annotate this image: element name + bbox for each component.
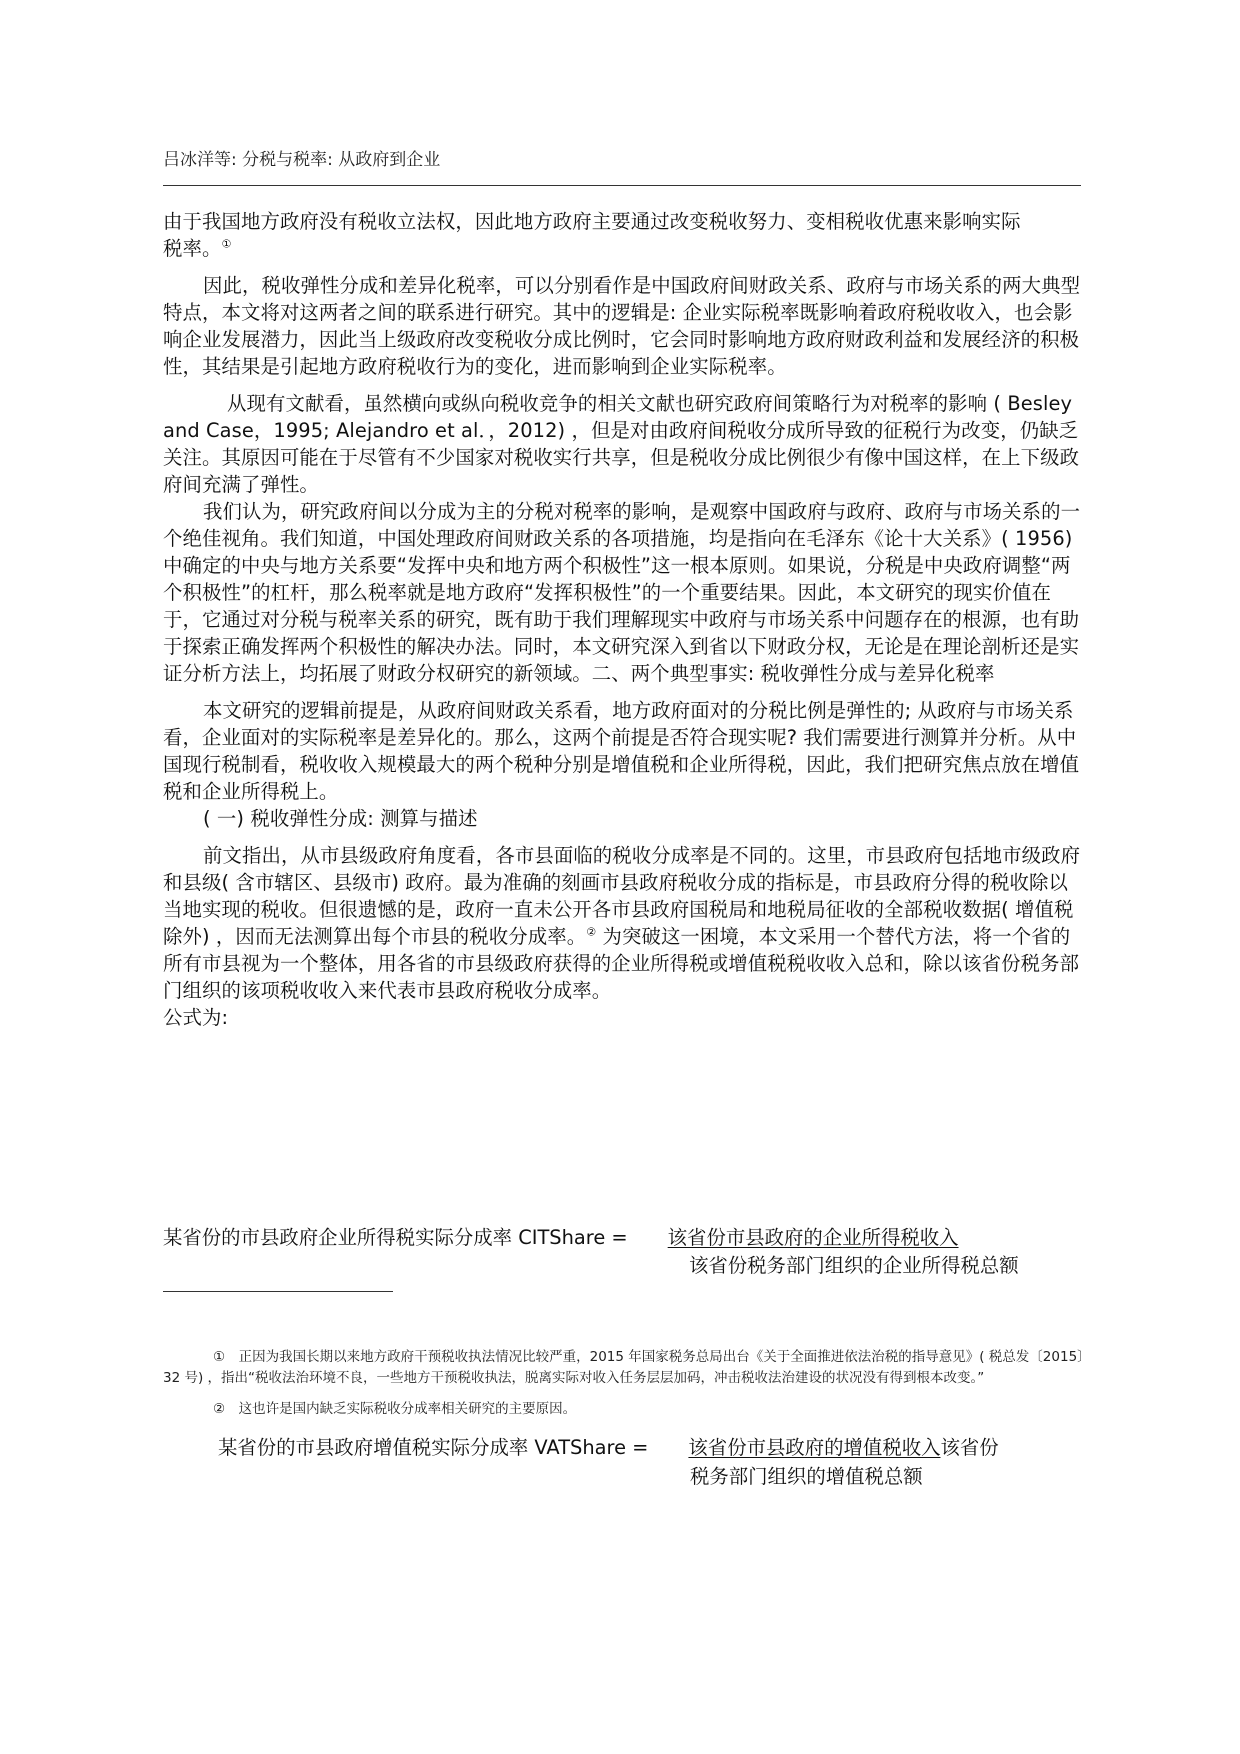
footnote-1: ① 正因为我国长期以来地方政府干预税收执法情况比较严重，2015 年国家税务总局出台《关于全面推进依法治税的指导意见》( 税总发〔2015〕32 号) ，指出“税收法治环境不良，一些地方干预税收执法，脱离实际对收入任务层层加码，冲击税收法治建设的状况没有得到根本改变。” [163, 1349, 1084, 1386]
main-text [163, 208, 1083, 1031]
formula-cit-numerator: 该省份市县政府的企业所得税收入 [667, 1226, 959, 1249]
section-title: 二、两个典型事实: 税收弹性分成与差异化税率 [591, 662, 995, 685]
paragraph-6-text-b: 为突破这一困境，本文采用一个替代方法，将一个省的所有市县视为一个整体，用各省的市县级政府获得的企业所得税或增值税税收收入总和，除以该省份税务部门组织的该项税收收入来代表市县政府税收分成率。 [163, 925, 1080, 1002]
formula-cit-line [163, 1224, 959, 1251]
header-rule [163, 185, 1081, 186]
paragraph-1-text: 由于我国地方政府没有税收立法权，因此地方政府主要通过改变税收努力、变相税收优惠来影响实际 [163, 210, 1021, 233]
paragraph-1 [163, 208, 1083, 262]
formula-vat-line [218, 1434, 999, 1461]
footnote-rule [163, 1291, 393, 1292]
subsection-title: ( 一) 税收弹性分成: 测算与描述 [203, 807, 478, 830]
formula-vat-rest: 该省份 [940, 1436, 999, 1459]
paragraph-2: 因此，税收弹性分成和差异化税率，可以分别看作是中国政府间财政关系、政府与市场关系的两大典型特点，本文将对这两者之间的联系进行研究。其中的逻辑是: 企业实际税率既影响着政府税收收入，也会影响企业发展潜力，因此当上级政府改变税收分成比例时，它会同时影响地方政府财政利益和发展经济的积极性，其结果是引起地方政府税收行为的变化，进而影响到企业实际税率。 [163, 274, 1081, 378]
paragraph-4 [163, 498, 1083, 687]
formula-vat-numerator: 该省份市县政府的增值税收入 [688, 1436, 941, 1459]
paragraph-1-tail: 税率。 [163, 237, 222, 260]
footnote-2: ② 这也许是国内缺乏实际税收分成率相关研究的主要原因。 [213, 1401, 577, 1417]
paragraph-5: 本文研究的逻辑前提是，从政府间财政关系看，地方政府面对的分税比例是弹性的; 从政府与市场关系看，企业面对的实际税率是差异化的。那么，这两个前提是否符合现实呢? 我们需要进行测算并分析。从中国现行税制看，税收收入规模最大的两个税种分别是增值税和企业所得税，因此，我们把研究焦点放在增值税和企业所得税上。 [163, 699, 1080, 803]
paragraph-6-text-a: 前文指出，从市县级政府角度看，各市县面临的税收分成率是不同的。这里，市县政府包括地市级政府和县级( 含市辖区、县级市) 政府。最为准确的刻画市县政府税收分成的指标是，市县政府分得的税收除以当地实现的税收。但很遗憾的是，政府一直未公开各市县政府国税局和地税局征收的全部税收数据( 增值税除外) ，因而无法测算出每个市县的税收分成率。 [163, 844, 1081, 948]
formula-intro: 公式为: [163, 1006, 229, 1029]
running-head: 吕冰洋等: 分税与税率: 从政府到企业 [163, 150, 441, 170]
paragraph-6 [163, 842, 1083, 1004]
formula-cit-lhs: 某省份的市县政府企业所得税实际分成率 CITShare = [163, 1226, 628, 1249]
footnote-marker-1: ① [221, 237, 232, 251]
formula-vat-lhs: 某省份的市县政府增值税实际分成率 VATShare = [218, 1436, 649, 1459]
paragraph-3: 从现有文献看，虽然横向或纵向税收竞争的相关文献也研究政府间策略行为对税率的影响 ( Besley and Case，1995; Alejandro et al．，2012) ，但是对由政府间税收分成所导致的征税行为改变，仍缺乏关注。其原因可能在于尽管有不少国家对税收实行共享，但是税收分成比例很少有像中国这样，在上下级政府间充满了弹性。 [163, 392, 1080, 496]
footnotes [163, 1347, 1088, 1420]
paragraph-4-text: 我们认为，研究政府间以分成为主的分税对税率的影响，是观察中国政府与政府、政府与市场关系的一个绝佳视角。我们知道，中国处理政府间财政关系的各项措施，均是指向在毛泽东《论十大关系》( 1956) 中确定的中央与地方关系要“发挥中央和地方两个积极性”这一根本原则。如果说，分税是中央政府调整“两个积极性”的杠杆，那么税率就是地方政府“发挥积极性”的一个重要结果。因此，本文研究的现实价值在于，它通过对分税与税率关系的研究，既有助于我们理解现实中政府与市场关系中问题存在的根源，也有助于探索正确发挥两个积极性的解决办法。同时，本文研究深入到省以下财政分权，无论是在理论剖析还是实证分析方法上，均拓展了财政分权研究的新领域。 [163, 500, 1081, 685]
formula-cit-denominator: 该省份税务部门组织的企业所得税总额 [689, 1254, 1019, 1277]
footnote-marker-2: ② [586, 925, 597, 939]
formula-vat-denominator: 税务部门组织的增值税总额 [690, 1465, 923, 1488]
